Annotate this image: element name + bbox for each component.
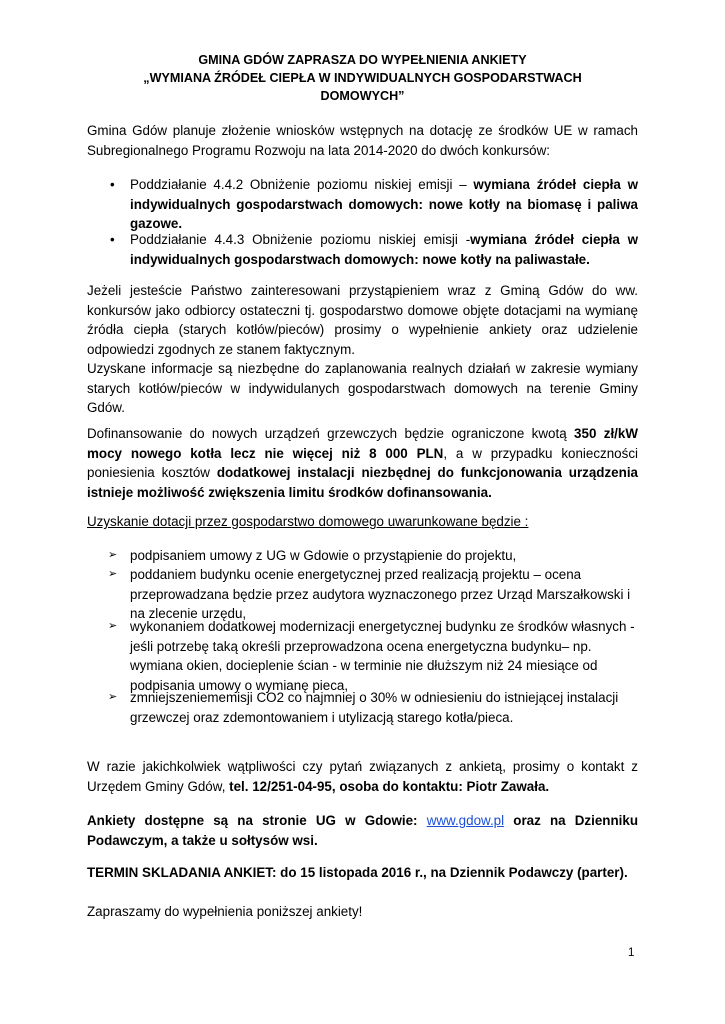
availability-text-2: oraz na Dzienniku Podawczym, a także u sołtysów wsi.: [87, 813, 638, 848]
title-line-3: DOMOWYCH”: [320, 89, 405, 103]
info-paragraph: Uzyskane informacje są niezbędne do zaplanowania realnych działań w zakresie wymiany starych kotłów/pieców w indywidulanych gospodarstwach domowych na terenie Gminy Gdów.: [87, 361, 638, 415]
arrow-bullet-icon: ➢: [108, 691, 118, 703]
conditions-heading: Uzyskanie dotacji przez gospodarstwo domowego uwarunkowane będzie :: [87, 514, 529, 529]
page-number: 1: [628, 947, 635, 959]
program-bullet-1: [130, 175, 638, 234]
condition-item-4: zmniejszeniememisji CO2 co najmniej o 30% w odniesieniu do istniejącej instalacji grzewczej oraz zdemontowaniem i utylizacją starego kotła/pieca.: [130, 690, 619, 725]
interest-paragraph: Jeżeli jesteście Państwo zainteresowani przystąpieniem wraz z Gminą Gdów do ww. konkursów jako odbiorcy ostateczni tj. gospodarstwo domowe objęte dotacjami na wymianę źródła ciepła (starych kotłów/pieców) prosimy o wypełnienie ankiety oraz udzielenie odpowiedzi zgodnych ze stanem faktycznym.: [87, 283, 638, 357]
bullet-1-bold: wymiana źródeł ciepła w indywidualnych gospodarstwach domowych: nowe kotły na biomasę i paliwa gazowe.: [130, 177, 638, 231]
deadline-text: TERMIN SKLADANIA ANKIET: do 15 listopada 2016 r., na Dziennik Podawczy (parter).: [87, 865, 628, 880]
website-link[interactable]: www.gdow.pl: [426, 813, 505, 828]
deadline-paragraph: [87, 863, 638, 883]
funding-text-1: Dofinansowanie do nowych urządzeń grzewczych będzie ograniczone kwotą: [87, 426, 575, 441]
title-line-2: „WYMIANA ŹRÓDEŁ CIEPŁA W INDYWIDUALNYCH GOSPODARSTWACH: [143, 71, 582, 85]
funding-paragraph: [87, 424, 638, 502]
program-bullet-2: [130, 230, 638, 269]
bullet-dot-icon: •: [110, 232, 115, 247]
bullet-2-plain: Poddziałanie 4.4.3 Obniżenie poziomu niskiej emisji -: [130, 232, 471, 247]
bullet-2-bold: wymiana źródeł ciepła w indywidualnych gospodarstwach domowych: nowe kotły na paliwastałe.: [130, 232, 638, 267]
bullet-dot-icon: •: [110, 177, 115, 192]
arrow-bullet-icon: ➢: [108, 620, 118, 632]
contact-details: tel. 12/251-04-95, osoba do kontaktu: Piotr Zawała.: [229, 778, 550, 794]
arrow-bullet-icon: ➢: [108, 568, 118, 580]
contact-text: W razie jakichkolwiek wątpliwości czy pytań związanych z ankietą, prosimy o kontakt z Urzędem Gminy Gdów,: [87, 759, 638, 794]
funding-text-2: , a w przypadku konieczności poniesienia kosztów: [87, 445, 638, 480]
funding-extra: dodatkowej instalacji niezbędnej do funkcjonowania urządzenia istnieje możliwość zwiększenia limitu środków dofinansowania.: [87, 465, 638, 500]
contact-paragraph: [87, 757, 638, 796]
bullet-1-plain: Poddziałanie 4.4.2 Obniżenie poziomu niskiej emisji –: [130, 177, 474, 192]
condition-item-3: wykonaniem dodatkowej modernizacji energetycznej budynku ze środków własnych - jeśli potrzebę taką określi przeprowadzona ocena energetyczna budynku– np. wymiana okien, docieplenie ścian - w terminie nie dłuższym niż 24 miesiące od podpisania umowy o wymianę pieca,: [130, 619, 635, 693]
title-line-1: GMINA GDÓW ZAPRASZA DO WYPEŁNIENIA ANKIETY: [198, 53, 527, 67]
invite-paragraph: Zapraszamy do wypełnienia poniższej ankiety!: [87, 904, 363, 919]
availability-text-1: Ankiety dostępne są na stronie UG w Gdowie:: [87, 813, 427, 828]
availability-paragraph: [87, 811, 638, 850]
document-title: [100, 51, 625, 105]
condition-item-1: podpisaniem umowy z UG w Gdowie o przystąpienie do projektu,: [130, 548, 517, 563]
funding-amount: 350 zł/kW mocy nowego kotła lecz nie więcej niż 8 000 PLN: [87, 426, 638, 461]
intro-paragraph: Gmina Gdów planuje złożenie wniosków wstępnych na dotację ze środków UE w ramach Subregionalnego Programu Rozwoju na lata 2014-2020 do dwóch konkursów:: [87, 123, 638, 158]
arrow-bullet-icon: ➢: [108, 549, 118, 561]
condition-item-2: poddaniem budynku ocenie energetycznej przed realizacją projektu – ocena przeprowadzana będzie przez audytora wyznaczonego przez Urząd Marszałkowski i na zlecenie urzędu,: [130, 567, 631, 621]
